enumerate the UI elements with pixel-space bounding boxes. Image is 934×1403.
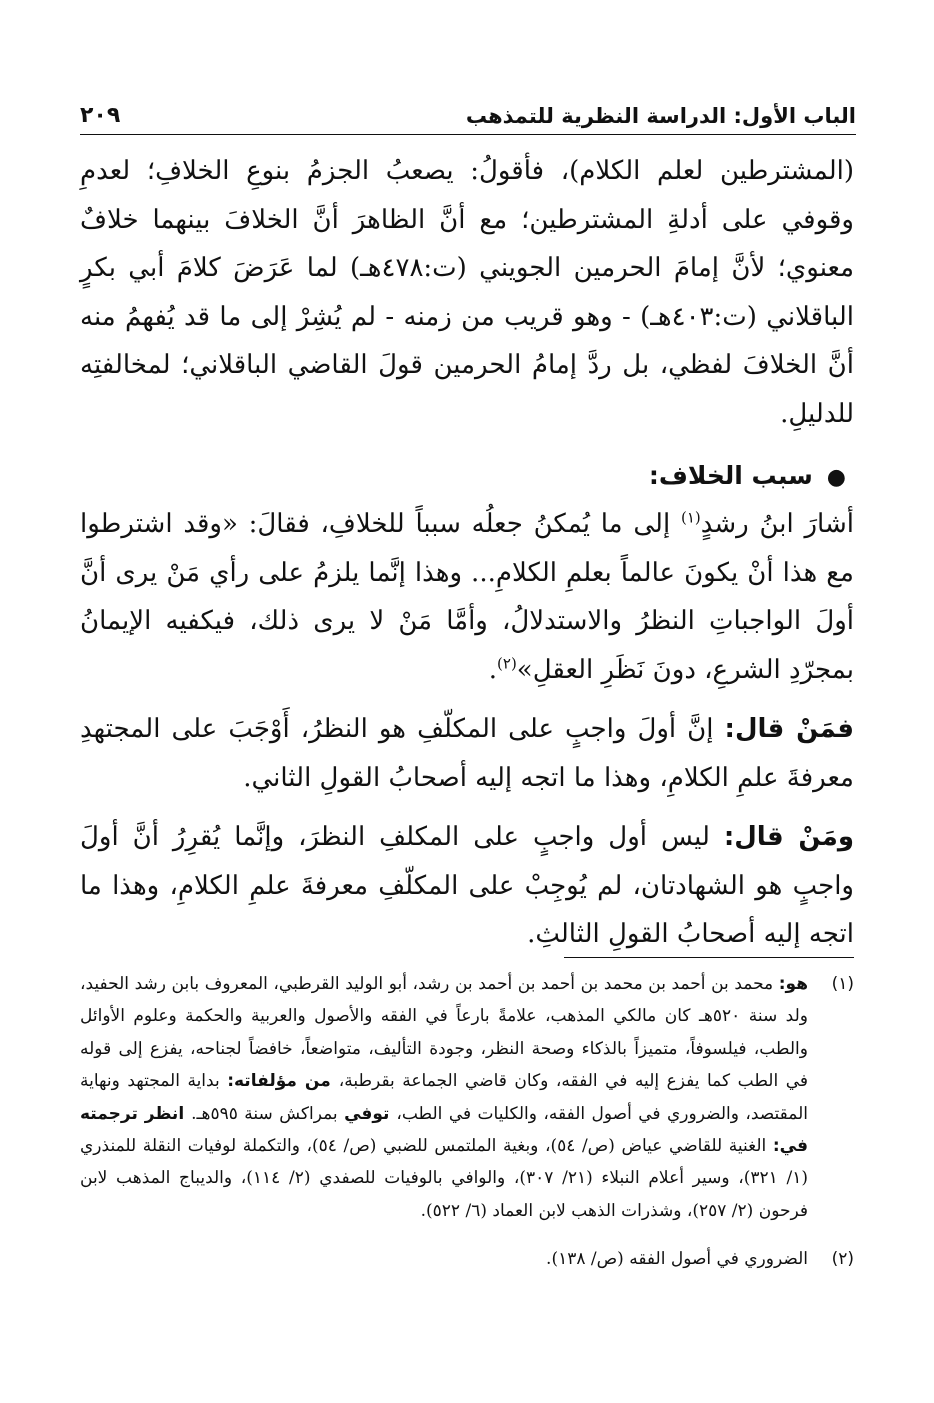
footnote-1-part-4: الغنية للقاضي عياض (ص/ ٥٤)، وبغية الملتمس للضبي (ص/ ٥٤)، والتكملة لوفيات النقلة للمنذري (١/ ٣٢١)، وسير أعلام النبلاء (٢١/ ٣٠٧)، والوافي بالوفيات للصفدي (٢/ ١١٤)، والديباج المذهب لابن فرحون (٢/ ٢٥٧)، وشذرات الذهب لابن العماد (٦/ ٥٢٢). bbox=[80, 1136, 808, 1221]
chapter-title: الباب الأول: الدراسة النظرية للتمذهب bbox=[465, 104, 856, 128]
paragraph-2-end: . bbox=[488, 654, 498, 685]
paragraph-4 bbox=[80, 813, 854, 959]
footnote-1-part-2: بداية المجتهد ونهاية المقتصد، والضروري في أصول الفقه، والكليات في الطب، bbox=[80, 1071, 808, 1124]
footnote-1 bbox=[80, 968, 854, 1227]
paragraph-4-lead: ومَنْ قال: bbox=[723, 822, 855, 852]
section-heading-text: سبب الخلاف: bbox=[648, 461, 813, 490]
paragraph-2 bbox=[80, 500, 854, 694]
footnote-1-part-3: بمراكش سنة ٥٩٥هـ. bbox=[191, 1103, 345, 1124]
footnote-ref-1[interactable]: (١) bbox=[680, 508, 701, 527]
paragraph-1: (المشترطين لعلم الكلام)، فأقولُ: يصعبُ الجزمُ بنوعِ الخلافِ؛ لعدمِ وقوفي على أدلةِ المشترطين؛ مع أنَّ الظاهرَ أنَّ الخلافَ بينهما خلافٌ معنوي؛ لأنَّ إمامَ الحرمين الجويني (ت:٤٧٨هـ) لما عَرَضَ كلامَ أبي بكرٍ الباقلاني (ت:٤٠٣هـ) - وهو قريب من زمنه - لم يُشِرْ إلى ما قد يُفهمُ منه أنَّ الخلافَ لفظي، بل ردَّ إمامُ الحرمين قولَ القاضي الباقلاني؛ لمخالفتِه للدليلِ. bbox=[80, 156, 855, 429]
paragraph-3-text: إنَّ أولَ واجبٍ على المكلّفِ هو النظرُ، أَوْجَبَ على المجتهدِ معرفةَ علمِ الكلامِ، وهذا ما اتجه إليه أصحابُ القولِ الثاني. bbox=[80, 714, 854, 793]
footnote-1-number: (١) bbox=[831, 974, 854, 994]
paragraph-4-text: ليس أول واجبٍ على المكلفِ النظرَ، وإنَّما يُقرِرُ أنَّ أولَ واجبٍ هو الشهادتان، لم يُوجِبْ على المكلّفِ معرفةَ علمِ الكلامِ، وهذا ما اتجه إليه أصحابُ القولِ الثالثِ. bbox=[80, 822, 854, 949]
footnote-1-sources-label: انظر ترجمته في: bbox=[80, 1103, 809, 1157]
footnote-1-part-1: محمد بن أحمد بن محمد بن أحمد بن أحمد بن رشد، أبو الوليد القرطبي، المعروف بابن رشد الحفيد، ولد سنة ٥٢٠هـ كان مالكي المذهب، علامةً بارعاً في الفقه والأصول والعربية والحكمة وعلوم الأوائل والطب، فيلسوفاً، متميزاً بالذكاء وصحة النظر، وجودة التأليف، متواضعاً، خافضاً لجناحه، يفزع إلى قوله في الطب كما يفزع إليه في الفقه، وكان قاضي الجماعة بقرطبة، bbox=[80, 974, 808, 1092]
paragraph-2-quote: إلى ما يُمكنُ جعلُه سبباً للخلافِ، فقالَ: «وقد اشترطوا مع هذا أنْ يكونَ عالماً بعلمِ الكلامِ... وهذا إنَّما يلزمُ على رأي مَنْ يرى أنَّ أولَ الواجباتِ النظرُ والاستدلالُ، وأمَّا مَنْ لا يرى ذلك، فيكفيه الإيمانُ بمجرّدِ الشرعِ، دونَ نَظَرِ العقلِ» bbox=[80, 509, 854, 685]
footnote-1-death-label: توفي bbox=[344, 1103, 397, 1124]
footnote-1-text bbox=[80, 968, 808, 1227]
paragraph-2-start: أشارَ ابنُ رشدٍ bbox=[700, 509, 854, 539]
footnote-ref-2[interactable]: (٢) bbox=[497, 653, 517, 672]
running-header bbox=[80, 88, 856, 135]
main-text bbox=[80, 147, 854, 959]
footnote-separator bbox=[564, 957, 854, 958]
page-number: ٢٠٩ bbox=[80, 103, 121, 128]
bullet-icon: ● bbox=[826, 465, 846, 490]
footnote-2-text: الضروري في أصول الفقه (ص/ ١٣٨). bbox=[546, 1249, 808, 1270]
paragraph-3-lead: فمَنْ قال: bbox=[724, 714, 854, 744]
paragraph-3 bbox=[80, 705, 854, 802]
footnote-1-lead: هو: bbox=[778, 974, 808, 994]
footnote-2 bbox=[80, 1243, 854, 1275]
footnotes bbox=[80, 968, 854, 1276]
footnote-1-works-label: من مؤلفاته: bbox=[227, 1071, 339, 1092]
footnote-2-number: (٢) bbox=[831, 1249, 854, 1270]
section-heading bbox=[80, 454, 854, 500]
